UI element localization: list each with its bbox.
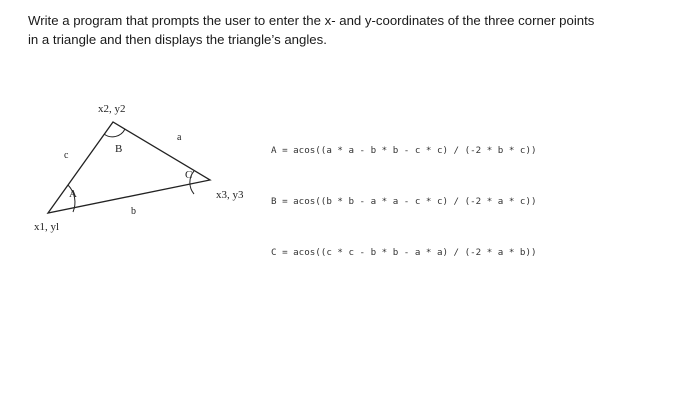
angle-label-c: C	[185, 169, 193, 181]
problem-line-1: Write a program that prompts the user to enter the x- and y-coordinates of the three corner points	[28, 13, 595, 28]
vertex-label-bottom-left: x1, yl	[34, 221, 60, 233]
vertex-label-right: x3, y3	[216, 189, 244, 201]
angle-formulas	[271, 108, 537, 278]
vertex-label-top: x2, y2	[98, 103, 126, 115]
angle-label-a: A	[69, 188, 77, 200]
side-label-a: a	[177, 132, 182, 143]
formula-c: C = acos((c * c - b * b - a * a) / (-2 * a * b))	[271, 247, 537, 258]
problem-line-2: in a triangle and then displays the triangle’s angles.	[28, 32, 327, 47]
formula-b: B = acos((b * b - a * a - c * c) / (-2 * a * c))	[271, 196, 537, 207]
formula-a: A = acos((a * a - b * b - c * c) / (-2 * b * c))	[271, 145, 537, 156]
side-label-c: c	[64, 150, 69, 161]
angle-label-b: B	[115, 143, 123, 155]
side-label-b: b	[131, 206, 136, 217]
